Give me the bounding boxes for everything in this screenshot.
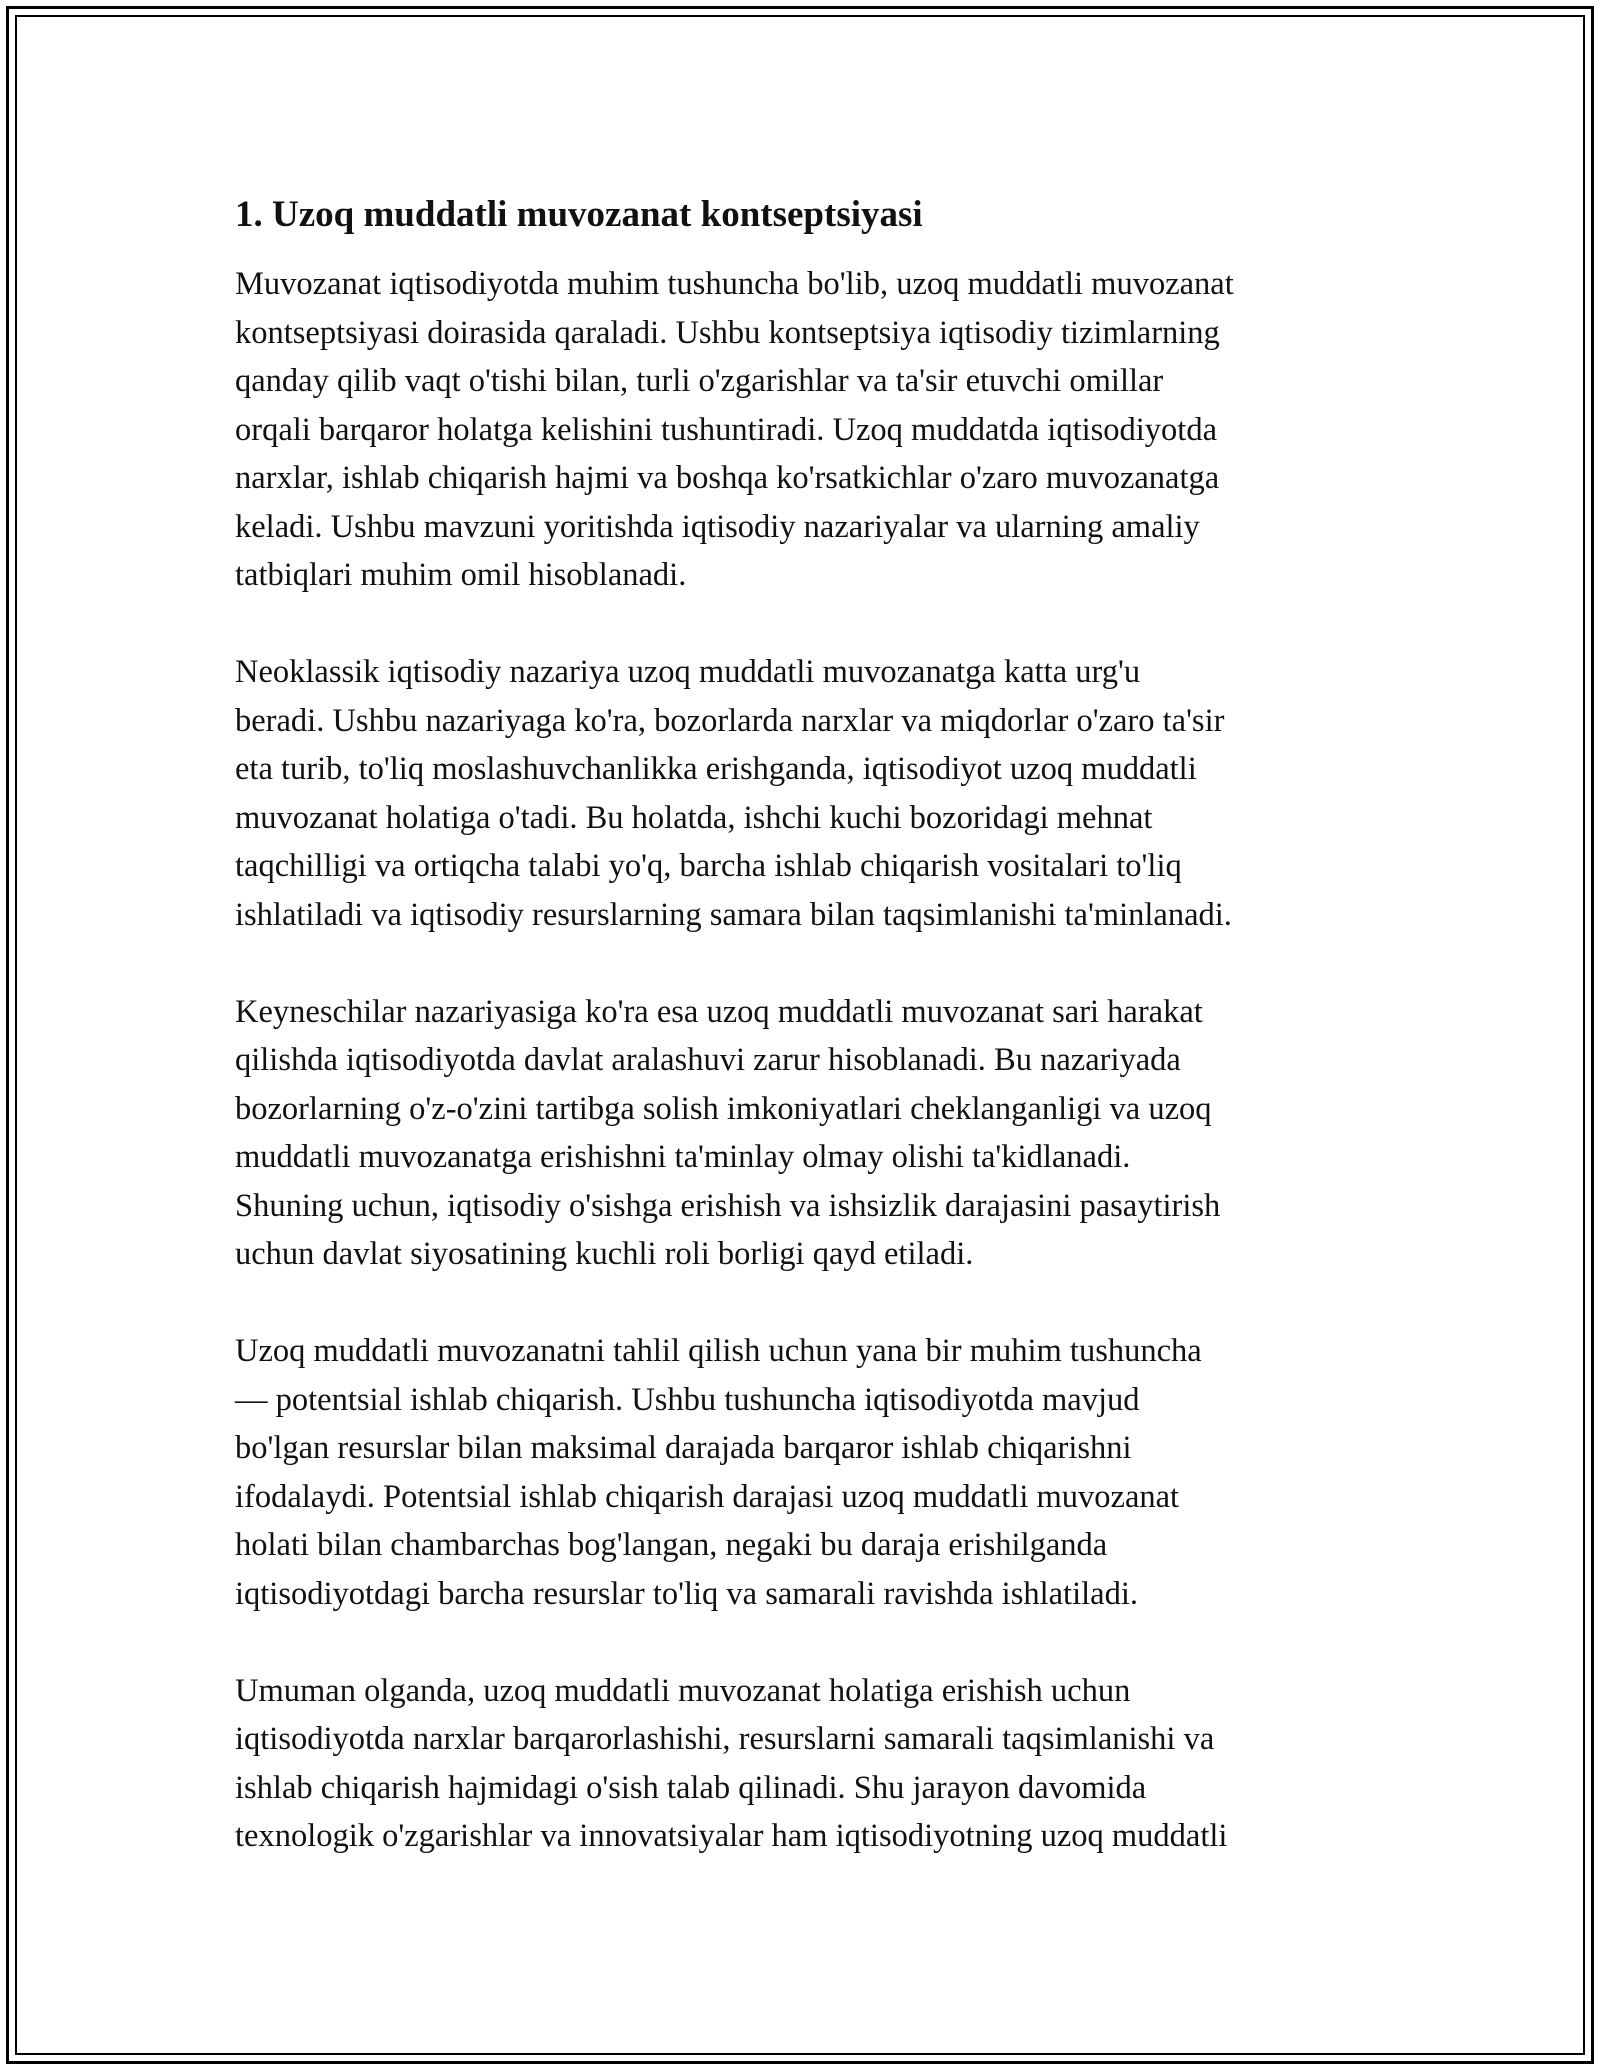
- paragraph-line: muddatli muvozanatga erishishni ta'minlay olmay olishi ta'kidlanadi.: [235, 1139, 1131, 1175]
- paragraph-line: Uzoq muddatli muvozanatni tahlil qilish uchun yana bir muhim tushuncha: [235, 1333, 1202, 1369]
- paragraph-line: ishlab chiqarish hajmidagi o'sish talab qilinadi. Shu jarayon davomida: [235, 1769, 1147, 1806]
- paragraph-2: [235, 648, 1375, 939]
- paragraph-line: ishlatiladi va iqtisodiy resurslarning samara bilan taqsimlanishi ta'minlanadi.: [235, 896, 1232, 933]
- paragraph-line: iqtisodiyotda narxlar barqarorlashishi, resurslarni samarali taqsimlanishi va: [235, 1721, 1215, 1757]
- paragraph-line: iqtisodiyotdagi barcha resurslar to'liq va samarali ravishda ishlatiladi.: [235, 1575, 1138, 1612]
- paragraph-line: muvozanat holatiga o'tadi. Bu holatda, ishchi kuchi bozoridagi mehnat: [235, 799, 1153, 836]
- paragraph-line: bo'lgan resurslar bilan maksimal darajada barqaror ishlab chiqarishni: [235, 1430, 1132, 1466]
- paragraph-line: beradi. Ushbu nazariyaga ko'ra, bozorlarda narxlar va miqdorlar o'zaro ta'sir: [235, 702, 1225, 739]
- paragraph-line: qilishda iqtisodiyotda davlat aralashuvi zarur hisoblanadi. Bu nazariyada: [235, 1042, 1181, 1078]
- paragraph-line: texnologik o'zgarishlar va innovatsiyalar ham iqtisodiyotning uzoq muddatli: [235, 1818, 1228, 1854]
- paragraph-line: Umuman olganda, uzoq muddatli muvozanat holatiga erishish uchun: [235, 1672, 1131, 1709]
- paragraph-line: kontseptsiyasi doirasida qaraladi. Ushbu kontseptsiya iqtisodiy tizimlarning: [235, 314, 1220, 351]
- section-heading: 1. Uzoq muddatli muvozanat kontseptsiyasi: [235, 194, 923, 235]
- paragraph-container: [235, 260, 1375, 1861]
- paragraph-line: — potentsial ishlab chiqarish. Ushbu tushuncha iqtisodiyotda mavjud: [235, 1381, 1140, 1418]
- document-body: [235, 190, 1375, 1909]
- paragraph-line: taqchilligi va ortiqcha talabi yo'q, barcha ishlab chiqarish vositalari to'liq: [235, 848, 1182, 884]
- paragraph-1: [235, 260, 1375, 600]
- paragraph-line: orqali barqaror holatga kelishini tushuntiradi. Uzoq muddatda iqtisodiyotda: [235, 411, 1218, 448]
- paragraph-line: bozorlarning o'z-o'zini tartibga solish imkoniyatlari cheklanganligi va uzoq: [235, 1090, 1212, 1127]
- paragraph-line: holati bilan chambarchas bog'langan, negaki bu daraja erishilganda: [235, 1527, 1108, 1563]
- paragraph-line: Neoklassik iqtisodiy nazariya uzoq muddatli muvozanatga katta urg'u: [235, 654, 1141, 690]
- paragraph-line: qanday qilib vaqt o'tishi bilan, turli o'zgarishlar va ta'sir etuvchi omillar: [235, 363, 1164, 399]
- paragraph-line: uchun davlat siyosatining kuchli roli borligi qayd etiladi.: [235, 1236, 974, 1272]
- paragraph-line: tatbiqlari muhim omil hisoblanadi.: [235, 557, 687, 593]
- paragraph-line: Muvozanat iqtisodiyotda muhim tushuncha bo'lib, uzoq muddatli muvozanat: [235, 266, 1234, 302]
- paragraph-line: narxlar, ishlab chiqarish hajmi va boshqa ko'rsatkichlar o'zaro muvozanatga: [235, 460, 1220, 496]
- paragraph-line: Keyneschilar nazariyasiga ko'ra esa uzoq muddatli muvozanat sari harakat: [235, 993, 1203, 1030]
- paragraph-line: keladi. Ushbu mavzuni yoritishda iqtisodiy nazariyalar va ularning amaliy: [235, 508, 1200, 545]
- paragraph-line: Shuning uchun, iqtisodiy o'sishga erishish va ishsizlik darajasini pasaytirish: [235, 1187, 1221, 1224]
- paragraph-line: eta turib, to'liq moslashuvchanlikka erishganda, iqtisodiyot uzoq muddatli: [235, 751, 1197, 787]
- paragraph-line: ifodalaydi. Potentsial ishlab chiqarish darajasi uzoq muddatli muvozanat: [235, 1478, 1180, 1515]
- paragraph-3: [235, 988, 1375, 1279]
- paragraph-4: [235, 1327, 1375, 1618]
- paragraph-5: [235, 1667, 1375, 1861]
